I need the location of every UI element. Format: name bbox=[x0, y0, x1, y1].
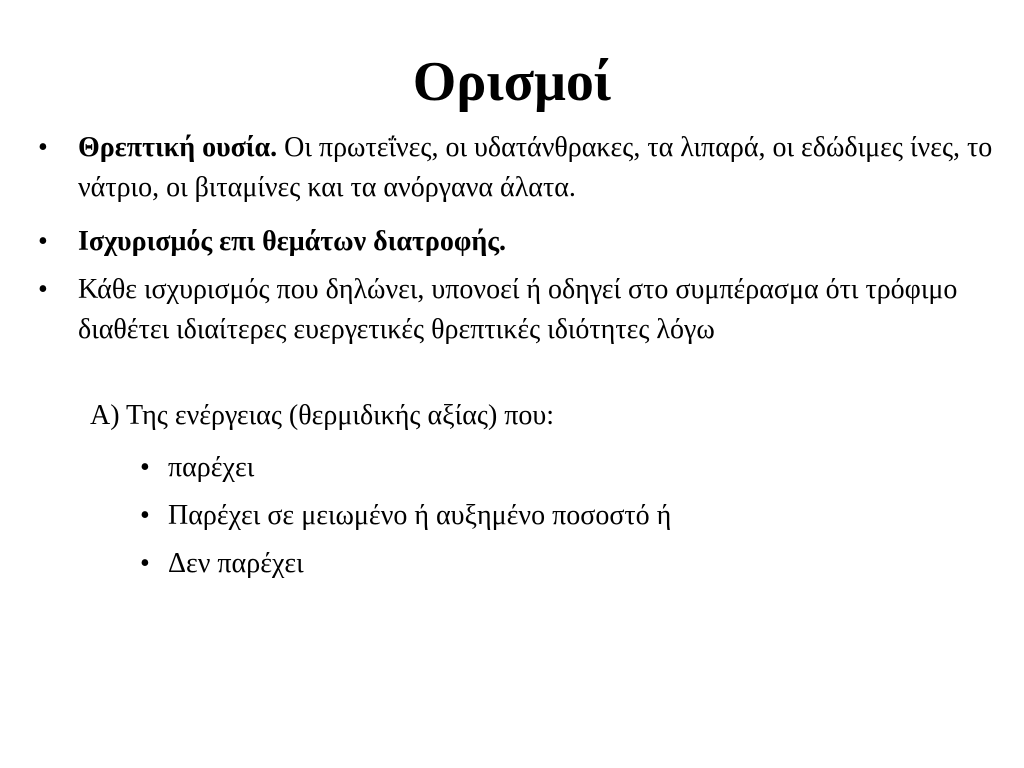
bullet-item bbox=[0, 222, 998, 262]
bullet-definition: Οι πρωτεΐνες, οι υδατάνθρακες, τα λιπαρά, οι εδώδιμες ίνες, το νάτριο, οι βιταμίνες και τα ανόργανα άλατα. bbox=[78, 132, 993, 203]
sub-bullet-text: Δεν παρέχει bbox=[168, 548, 304, 579]
subheading: Α) Της ενέργειας (θερμιδικής αξίας) που: bbox=[90, 400, 555, 431]
bullet-icon: • bbox=[38, 132, 48, 163]
bullet-text bbox=[78, 222, 998, 262]
bullet-icon: • bbox=[38, 274, 48, 305]
bullet-bold-term: Ισχυρισμός επι θεμάτων διατροφής. bbox=[78, 226, 507, 257]
bullet-icon: • bbox=[140, 452, 150, 483]
bullet-text: Κάθε ισχυρισμός που δηλώνει, υπονοεί ή οδηγεί στο συμπέρασμα ότι τρόφιμο διαθέτει ιδιαίτερες ευεργετικές θρεπτικές ιδιότητες λόγω bbox=[78, 274, 958, 345]
bullet-icon: • bbox=[38, 226, 48, 257]
sub-bullet-text: παρέχει bbox=[168, 452, 255, 483]
bullet-item bbox=[0, 270, 998, 350]
bullet-text bbox=[78, 128, 998, 208]
slide-title: Ορισμοί bbox=[412, 51, 612, 113]
bullet-icon: • bbox=[140, 548, 150, 579]
sub-bullet-text: Παρέχει σε μειωμένο ή αυξημένο ποσοστό ή bbox=[168, 500, 672, 531]
bullet-bold-term: Θρεπτική ουσία. bbox=[78, 132, 278, 163]
bullet-icon: • bbox=[140, 500, 150, 531]
bullet-item bbox=[0, 128, 998, 208]
